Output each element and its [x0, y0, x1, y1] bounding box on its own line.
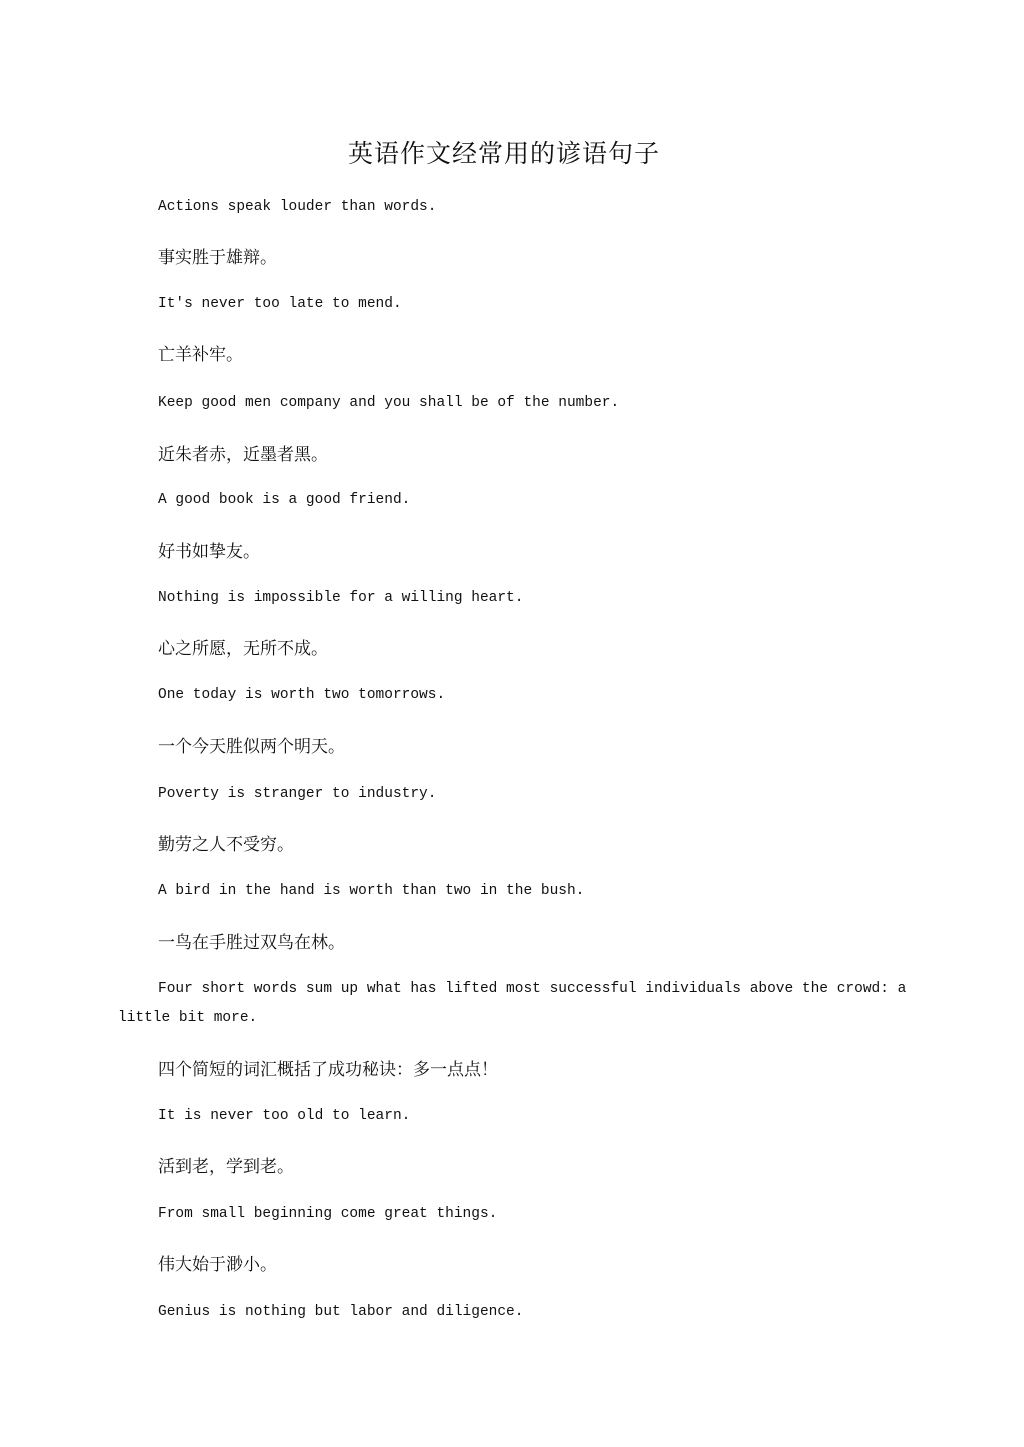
- proverb-english: Poverty is stranger to industry.: [158, 786, 437, 802]
- proverb-chinese: 勤劳之人不受穷。: [158, 835, 294, 855]
- document-title: 英语作文经常用的谚语句子: [347, 139, 660, 168]
- proverb-chinese: 伟大始于渺小。: [158, 1255, 277, 1275]
- proverb-chinese: 近朱者赤，近墨者黑。: [158, 445, 328, 465]
- proverb-english-paragraph: Four short words sum up what has lifted most successful individuals above the crowd: a little bit more.: [118, 981, 907, 1026]
- proverb-english: One today is worth two tomorrows.: [158, 687, 446, 703]
- proverb-chinese: 事实胜于雄辩。: [158, 248, 277, 268]
- proverb-chinese: 四个简短的词汇概括了成功秘诀：多一点点！: [158, 1060, 498, 1080]
- proverb-english: Keep good men company and you shall be of the number.: [158, 395, 620, 411]
- proverb-english: Genius is nothing but labor and diligence.: [158, 1304, 524, 1320]
- proverb-english: Actions speak louder than words.: [158, 199, 437, 215]
- proverb-chinese: 一个今天胜似两个明天。: [158, 737, 345, 757]
- proverb-english: A bird in the hand is worth than two in the bush.: [158, 883, 585, 899]
- proverb-english: It is never too old to learn.: [158, 1108, 411, 1124]
- proverb-chinese: 活到老，学到老。: [158, 1157, 294, 1177]
- proverb-english: From small beginning come great things.: [158, 1206, 498, 1222]
- proverb-chinese: 心之所愿，无所不成。: [158, 639, 328, 659]
- proverb-chinese: 好书如挚友。: [158, 542, 260, 562]
- proverb-chinese: 一鸟在手胜过双鸟在林。: [158, 933, 345, 953]
- proverb-english: Nothing is impossible for a willing heart.: [158, 590, 524, 606]
- proverb-english: A good book is a good friend.: [158, 492, 411, 508]
- proverb-chinese: 亡羊补牢。: [158, 345, 243, 365]
- proverb-english: It's never too late to mend.: [158, 296, 402, 312]
